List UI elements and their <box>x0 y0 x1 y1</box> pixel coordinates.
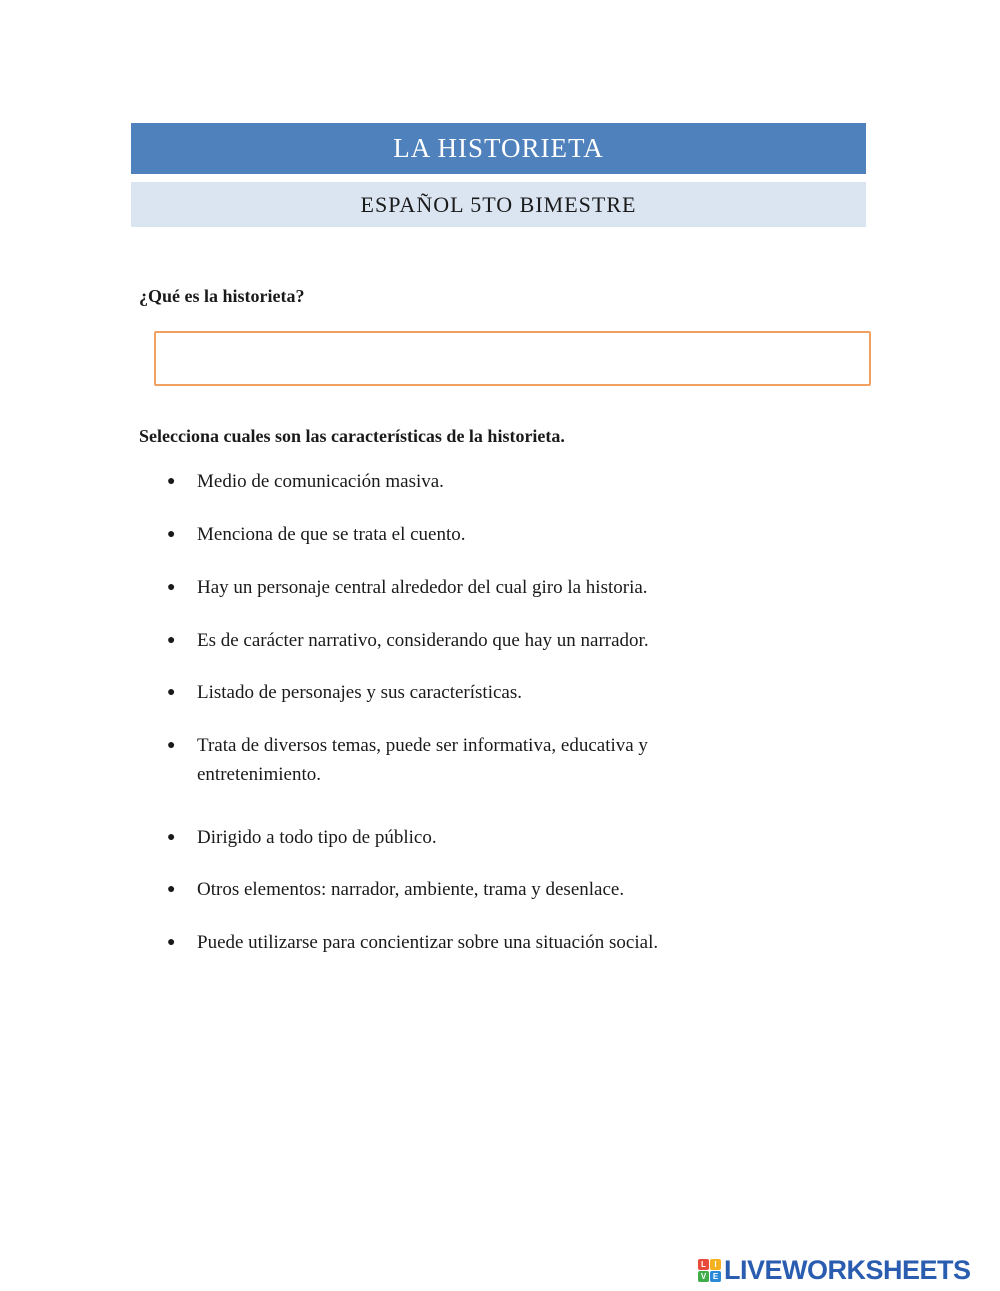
list-item-text: Puede utilizarse para concientizar sobre una situación social. <box>197 932 659 953</box>
page-subtitle-text: ESPAÑOL 5TO BIMESTRE <box>360 191 637 217</box>
bullet-icon: ● <box>167 527 176 542</box>
list-item[interactable] <box>167 573 727 602</box>
bullet-icon: ● <box>167 935 176 950</box>
instruction-text: Selecciona cuales son las características de la historieta. <box>139 426 565 446</box>
bullet-icon: ● <box>167 830 176 845</box>
list-item[interactable] <box>167 520 727 549</box>
list-item[interactable] <box>167 678 727 707</box>
page-subtitle <box>131 182 866 227</box>
logo-mark-icon <box>698 1259 721 1282</box>
list-item[interactable] <box>167 626 727 655</box>
question-label: ¿Qué es la historieta? <box>139 286 305 306</box>
logo-text: LIVEWORKSHEETS <box>724 1254 971 1285</box>
answer-input-box[interactable] <box>154 331 871 386</box>
list-item-text: Menciona de que se trata el cuento. <box>197 524 466 545</box>
bullet-icon: ● <box>167 474 176 489</box>
list-item[interactable] <box>167 823 727 852</box>
list-item-text: Listado de personajes y sus características. <box>197 682 522 703</box>
bullet-icon: ● <box>167 633 176 648</box>
list-item[interactable] <box>167 928 727 957</box>
logo-mark-letter: E <box>710 1271 721 1282</box>
list-item-text: Hay un personaje central alrededor del cual giro la historia. <box>197 577 648 598</box>
list-item-text: Medio de comunicación masiva. <box>197 471 444 492</box>
bullet-icon: ● <box>167 882 176 897</box>
bullet-icon: ● <box>167 685 176 700</box>
list-item[interactable] <box>167 467 727 496</box>
logo-mark-letter: V <box>698 1271 709 1282</box>
page-title-text: LA HISTORIETA <box>393 133 604 163</box>
list-item-text: Es de carácter narrativo, considerando que hay un narrador. <box>197 630 649 651</box>
list-item[interactable] <box>167 875 727 904</box>
list-item-text: Otros elementos: narrador, ambiente, trama y desenlace. <box>197 879 625 900</box>
bullet-icon: ● <box>167 580 176 595</box>
bullet-icon: ● <box>167 738 176 753</box>
page-title <box>131 123 866 174</box>
logo-mark-letter: I <box>710 1259 721 1270</box>
list-item-text: Trata de diversos temas, puede ser informativa, educativa y entretenimiento. <box>197 735 648 785</box>
list-item-text: Dirigido a todo tipo de público. <box>197 827 437 848</box>
logo-mark-letter: L <box>698 1259 709 1270</box>
liveworksheets-logo <box>698 1255 971 1285</box>
list-item[interactable] <box>167 731 727 789</box>
